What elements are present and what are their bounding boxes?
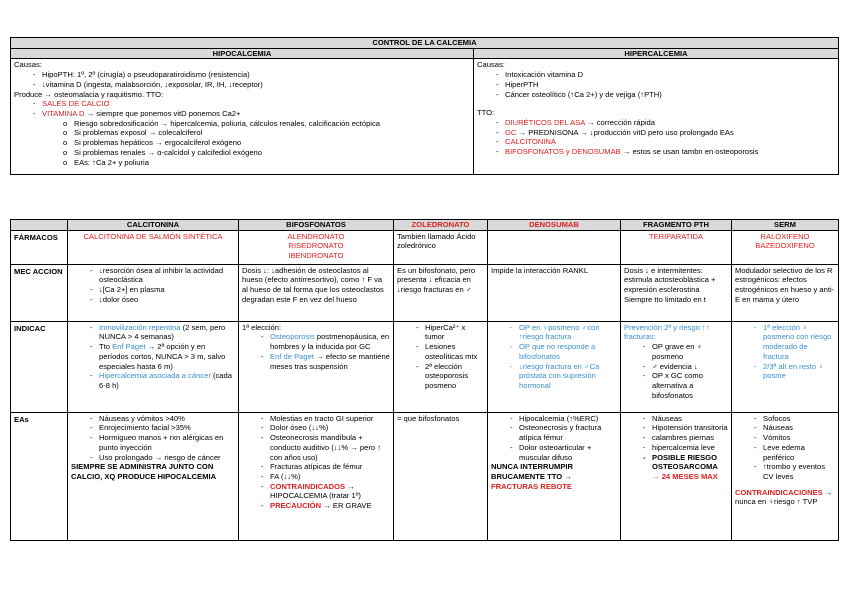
header-denosumab: DENOSUMAB [488,220,621,231]
list-item: - VITAMINA D → siempre que ponemos vitD ponemos Ca2+ [30,109,470,119]
hipo-causas-label: Causas: [14,60,42,70]
calcitonina-note: SIEMPRE SE ADMINISTRA JUNTO CON CALCIO, XQ PRODUCE HIPOCALCEMIA [71,462,217,482]
sales-calcio-label: SALES DE CALCIO [42,99,110,109]
hipocalcemia-cell [11,59,474,175]
list-item: - Sofocos [751,414,835,424]
list-item: - Inmovilización repentina (2 sem, pero NUNCA > 4 semanas) [87,323,235,342]
list-item: - OP x GC como alternativa a bifosfonatos [640,371,728,400]
denosumab-note-red: FRACTURAS REBOTE [491,481,572,491]
list-item: - Dolor osteoarticular + muscular difuso [507,443,617,462]
list-item: o Si problemas renales → α-calcidol y calcifediol exógeno [60,148,470,158]
list-item: - HiperPTH [493,80,835,90]
corner-cell [11,220,68,231]
list-item: o Riesgo sobredosificación → hipercalcemia, poliuria, cálculos renales, calcificación ectópica [60,119,470,129]
eas-serm [732,412,839,540]
list-item: - Dolor óseo (↓↓%) [258,423,390,433]
mec-serm: Modulador selectivo de los R estrogénicos: efectos estrogénicos en hueso y anti-E en mama y útero [732,264,839,321]
header-calcitonina: CALCITONINA [68,220,239,231]
serm-contra-rest: nunca en ♀riesgo ↑ TVP [735,497,818,507]
list-item: - ↓riesgo fractura en ♂Ca próstata con supresión hormonal [507,362,617,391]
list-item: - hipercalcemia leve [640,443,728,453]
list-item: o EAs: ↑Ca 2+ y poliuria [60,158,470,168]
list-item: - Náuseas [640,414,728,424]
list-item: - GC → PREDNISONA → ↓producción vitD pero uso prolongado EAs [493,128,835,138]
mec-denosumab: Impide la interacción RANKL [488,264,621,321]
list-item: - Tto Enf Paget → 2ª opción y en períodos cortos, NUNCA > 3 m, salvo especiales hasta 6 m) [87,342,235,371]
list-item: - ↑trombo y eventos CV leves [751,462,835,481]
list-item: - DIURÉTICOS DEL ASA → corrección rápida [493,118,835,128]
indic-calcitonina [68,321,239,412]
eas-calcitonina [68,412,239,540]
mec-calcitonina [68,264,239,321]
hipercalcemia-heading: HIPERCALCEMIA [474,48,839,59]
list-item: - 2ª elección osteoporosis posmeno [413,362,484,391]
list-item: - ↓vitamina D (ingesta, malabsorción, ↓exposolar, IR, IH, ↓receptor) [30,80,470,90]
list-item: - OP que no responde a bifosfonatos [507,342,617,361]
list-item: - Enf de Paget → efecto se mantiene meses tras suspensión [258,352,390,371]
list-item: - Hipercalcemia asociada a cáncer (cada 6-8 h) [87,371,235,390]
farmacos-calcitonina: CALCITONINA DE SALMÓN SINTÉTICA [68,230,239,264]
serm-contra: CONTRAINDICACIONES → [735,487,833,497]
header-serm: SERM [732,220,839,231]
row-label-eas: EAs [11,412,68,540]
page-title: CONTROL DE LA CALCEMIA [11,38,839,49]
row-label-mec: MEC ACCION [11,264,68,321]
list-item: - Fracturas atípicas de fémur [258,462,390,472]
eas-zoledronato: = que bifosfonatos [394,412,488,540]
list-item: - Intoxicación vitamina D [493,70,835,80]
mec-bifosfonatos: Dosis ↓: ↓adhesión de osteoclastos al hueso (efecto antirresortivo), como ↑ F va al hueso de tal forma que los osteoclastos degradan este F en vez del hueso [239,264,394,321]
list-item: o Si problemas hepáticos → ergocalciferol exógeno [60,138,470,148]
list-item: - calambres piernas [640,433,728,443]
list-item: - 2/3ª alt en resto ♀ posme [751,362,835,381]
list-item: - CALCITONINA [493,137,835,147]
list-item: - Osteonecrosis mandíbula + conducto auditivo (↓↓% → pero ↑ con años uso) [258,433,390,462]
hipercalcemia-cell [474,59,839,175]
list-item: - ↓resorción ósea al inhibir la actividad osteoclástica [87,266,235,285]
list-item: - HipoPTH: 1º, 2º (cirugía) o pseudoparatiroidismo (resistencia) [30,70,470,80]
farmacos-pth: TERIPARATIDA [621,230,732,264]
list-item [30,99,470,109]
pth-max: → 24 MESES MAX [652,472,718,482]
list-item: - Molestias en tracto GI superior [258,414,390,424]
hiper-tto-label: TTO: [477,108,495,118]
mec-zoledronato: Es un bifosfonato, pero presenta ↓ eficacia en ↓riesgo fracturas en ♂ [394,264,488,321]
list-item: - Hipotensión transitoria [640,423,728,433]
mec-pth: Dosis ↓ e intermitentes: estimula actosteoblástica + expresión esclerostina Siempre tto limitado en t [621,264,732,321]
list-item: - Náuseas y vómitos >40% [87,414,235,424]
list-item: - Enrojecimiento facial >35% [87,423,235,433]
list-item: - Uso prolongado → riesgo de cáncer [87,453,235,463]
list-item: - FA (↓↓%) [258,472,390,482]
list-item: - PRECAUCIÓN → ER GRAVE [258,501,390,511]
list-item: - ↓[Ca 2+] en plasma [87,285,235,295]
farmacos-serm: RALOXIFENO BAZEDOXIFENO [732,230,839,264]
hipocalcemia-heading: HIPOCALCEMIA [11,48,474,59]
denosumab-note: NUNCA INTERRUMPIR BRUCAMENTE TTO → [491,462,573,482]
list-item: - BIFOSFONATOS y DENOSUMAB → estos se usan tambn en osteoporosis [493,147,835,157]
list-item: - Lesiones osteolíticas mtx [413,342,484,361]
vitamina-d-label: VITAMINA D [42,109,85,119]
row-label-indicac: INDICAC [11,321,68,412]
indic-zoledronato [394,321,488,412]
hipo-produce: Produce → osteomalacia y raquitismo. TTO: [14,89,164,99]
header-zoledronato: ZOLEDRONATO [394,220,488,231]
list-item: - HiperCa²⁺ x tumor [413,323,484,342]
list-item: - Náuseas [751,423,835,433]
header-fragmento-pth: FRAGMENTO PTH [621,220,732,231]
farmacos-zoledronato: También llamado Ácido zoledrónico [394,230,488,264]
calcemia-overview-table [10,37,839,175]
eas-pth [621,412,732,540]
farmacos-denosumab [488,230,621,264]
indic-bifosfonatos: 1ª elección: - Osteoporosis postmenopáusica, en hombres y la inducida por GC - Enf de Paget → efecto se mantiene meses tras suspensión [239,321,394,412]
list-item: - 1ª elección ♀ posmeno con riesgo moderado de fractura [751,323,835,362]
list-item: - Hipocalcemia (↑%ERC) [507,414,617,424]
indic-denosumab [488,321,621,412]
list-item: - OP en ♀posmeno ♂con ↑riesgo fractura [507,323,617,342]
farmacos-bifosfonatos: ALENDRONATO RISEDRONATO IBENDRONATO [239,230,394,264]
hiper-causas-label: Causas: [477,60,505,70]
indic-pth: Prevención 2ª y riesgo ↑↑ fracturas: - OP grave en ♀ posmeno - ♂ evidencia ↓ - OP x GC como alternativa a bifosfonatos [621,321,732,412]
list-item: - Hormigueo manos + rxn alérgicas en punto inyección [87,433,235,452]
eas-bifosfonatos [239,412,394,540]
list-item: - POSIBLE RIESGO OSTEOSARCOMA [640,453,728,472]
header-bifosfonatos: BIFOSFONATOS [239,220,394,231]
list-item: - Leve edema periférico [751,443,835,462]
indic-serm [732,321,839,412]
list-item: - Cáncer osteolítico (↑Ca 2+) y de vejiga (↑PTH) [493,90,835,100]
list-item: - Osteonecrosis y fractura atípica fémur [507,423,617,442]
eas-denosumab [488,412,621,540]
list-item: - CONTRAINDICADOS → HIPOCALCEMIA (tratar 1º) [258,482,390,501]
list-item: - Osteoporosis postmenopáusica, en hombres y la inducida por GC [258,332,390,351]
list-item: - OP grave en ♀ posmeno [640,342,728,361]
list-item: - Vómitos [751,433,835,443]
list-item: o Si problemas exposol → colecalciferol [60,128,470,138]
list-item: - ↓dolor óseo [87,295,235,305]
list-item: - ♂ evidencia ↓ [640,362,728,372]
row-label-farmacos: FÁRMACOS [11,230,68,264]
drugs-table [10,219,839,541]
